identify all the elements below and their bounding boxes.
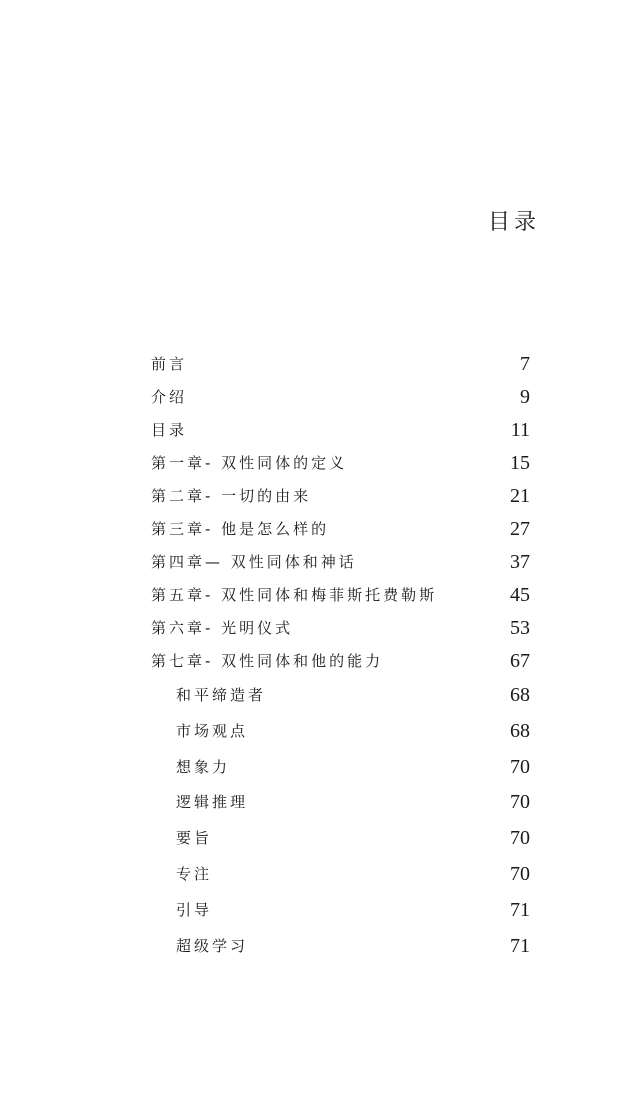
toc-entry-page: 15: [510, 452, 530, 474]
toc-entry: [151, 447, 530, 480]
toc-entry-label: 第一章- 双性同体的定义: [151, 454, 348, 472]
toc-entry-page: 7: [520, 353, 530, 375]
toc-entry-label: 第五章- 双性同体和梅菲斯托费勒斯: [151, 586, 438, 604]
toc-entry-page: 67: [510, 650, 530, 672]
toc-entry-page: 21: [510, 485, 530, 507]
toc-entry: [151, 645, 530, 678]
toc-entry-label: 第二章- 一切的由来: [151, 487, 312, 505]
toc-subentry-label: 市场观点: [176, 721, 249, 740]
toc-subentry-page: 70: [510, 755, 530, 778]
toc-subentry: [151, 785, 530, 821]
toc-entry: [151, 381, 530, 414]
toc-entry-page: 53: [510, 617, 530, 639]
toc-subentry: [151, 893, 530, 929]
toc-subentry-page: 68: [510, 719, 530, 742]
toc-subentry: [151, 750, 530, 786]
toc-entry-page: 27: [510, 518, 530, 540]
toc-subentry-page: 68: [510, 684, 530, 706]
toc-subentry-label: 和平缔造者: [176, 686, 267, 704]
toc-subentry-label: 逻辑推理: [176, 793, 249, 812]
toc-subentry-page: 71: [510, 934, 530, 957]
toc-subentry: [151, 678, 530, 714]
toc-subentry-label: 要旨: [176, 829, 213, 848]
toc-entry-page: 9: [520, 386, 530, 408]
toc-entry-page: 11: [510, 419, 530, 441]
toc-subentry-page: 71: [510, 898, 530, 921]
toc-entry-label: 第三章- 他是怎么样的: [151, 520, 330, 538]
toc-entry-label: 介绍: [151, 388, 188, 406]
toc-entry-label: 第六章- 光明仪式: [151, 619, 294, 637]
page-title: 目录: [487, 210, 540, 235]
toc-entry: [151, 546, 530, 579]
toc-entry: [151, 480, 530, 513]
toc-subentry-page: 70: [510, 827, 530, 850]
toc-subentry-label: 超级学习: [176, 936, 249, 955]
toc-subentry-label: 引导: [176, 900, 213, 919]
toc-entry: [151, 612, 530, 645]
toc-entry-label: 第四章— 双性同体和神话: [151, 553, 357, 571]
toc-subentry: [151, 821, 530, 857]
toc-subentry: [151, 857, 530, 893]
toc-entry: [151, 348, 530, 381]
toc-entry-page: 45: [510, 584, 530, 606]
toc-entry: [151, 513, 530, 546]
toc-entry-label: 第七章- 双性同体和他的能力: [151, 652, 384, 670]
toc-entry: [151, 579, 530, 612]
table-of-contents: [151, 348, 530, 964]
toc-entry: [151, 414, 530, 447]
toc-entry-label: 前言: [151, 355, 188, 373]
toc-entry-page: 37: [510, 551, 530, 573]
toc-subentry-page: 70: [510, 791, 530, 814]
toc-subentry-label: 专注: [176, 864, 213, 883]
toc-entry-label: 目录: [151, 421, 188, 439]
toc-subentry-label: 想象力: [176, 757, 231, 776]
toc-subentry: [151, 714, 530, 750]
toc-subentry-page: 70: [510, 862, 530, 885]
toc-subentry: [151, 929, 530, 965]
